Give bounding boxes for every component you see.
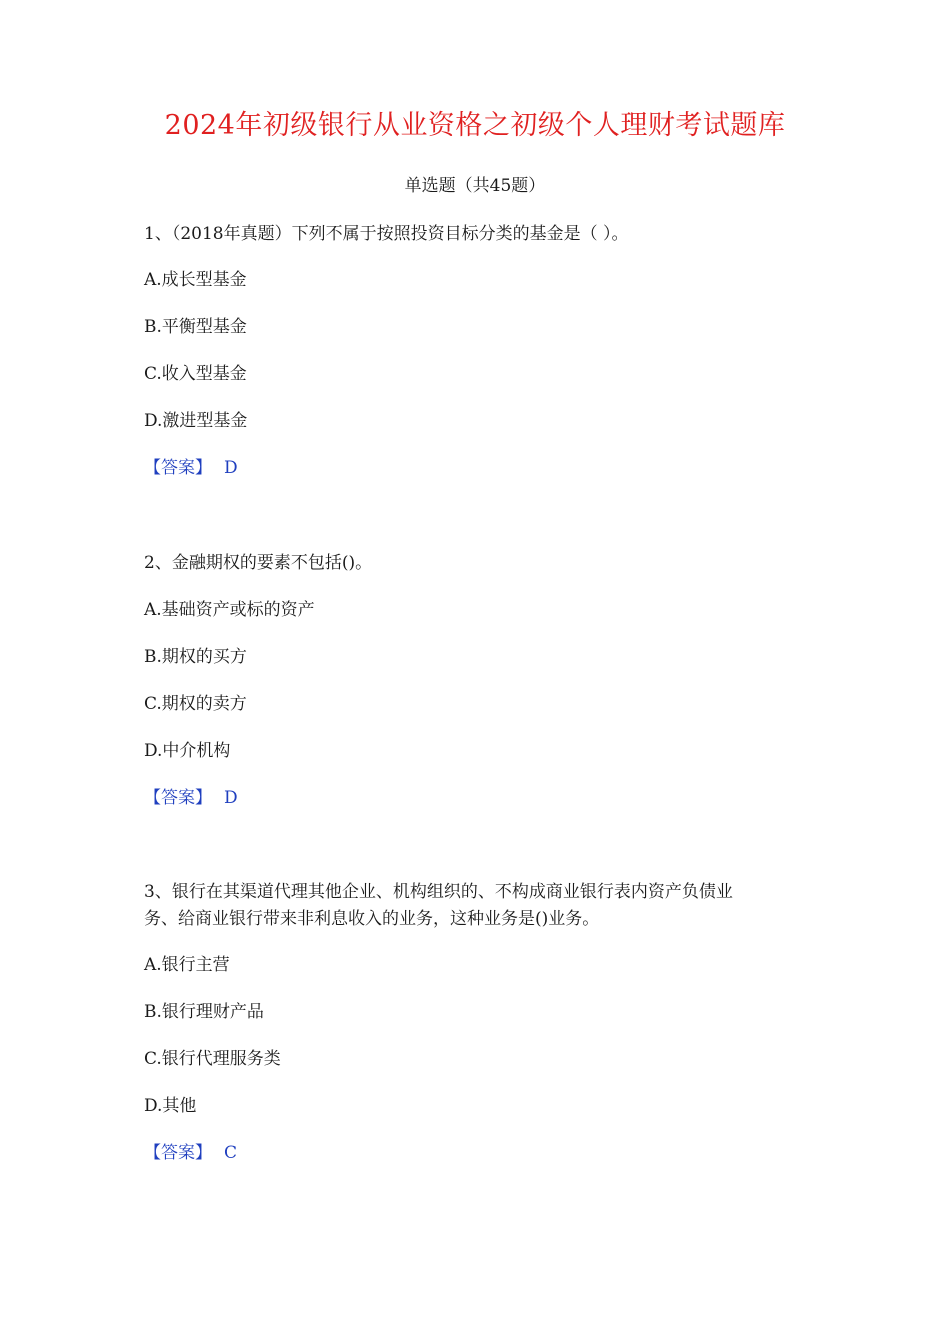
question-1-option-c: C.收入型基金 <box>144 364 247 384</box>
question-1-answer <box>144 455 824 482</box>
question-2-option-b: B.期权的买方 <box>144 647 247 667</box>
section-heading: 单选题（共45题） <box>404 176 546 196</box>
document-title: 2024年初级银行从业资格之初级个人理财考试题库 <box>164 110 786 141</box>
question-1-option-d: D.激进型基金 <box>144 411 248 431</box>
question-3-option-c: C.银行代理服务类 <box>144 1049 281 1069</box>
answer-value: D <box>224 458 238 478</box>
question-2-answer <box>144 785 824 812</box>
question-3-option-d: D.其他 <box>144 1096 197 1116</box>
question-2-option-d: D.中介机构 <box>144 741 231 761</box>
question-3-stem-line-2: 务、给商业银行带来非利息收入的业务，这种业务是()业务。 <box>144 909 600 929</box>
question-2-option-a: A.基础资产或标的资产 <box>144 600 315 620</box>
answer-value: C <box>224 1143 238 1163</box>
answer-label: 【答案】 <box>144 1143 212 1163</box>
question-3-answer <box>144 1140 824 1167</box>
question-1-stem: 1、（2018年真题）下列不属于按照投资目标分类的基金是（ ）。 <box>144 224 629 244</box>
question-3-stem-line-1: 3、银行在其渠道代理其他企业、机构组织的、不构成商业银行表内资产负债业 <box>144 882 733 902</box>
question-3-option-b: B.银行理财产品 <box>144 1002 264 1022</box>
answer-label: 【答案】 <box>144 458 212 478</box>
question-2-option-c: C.期权的卖方 <box>144 694 247 714</box>
answer-label: 【答案】 <box>144 788 212 808</box>
question-3-option-a: A.银行主营 <box>144 955 230 975</box>
answer-value: D <box>224 788 238 808</box>
question-2-stem: 2、金融期权的要素不包括()。 <box>144 553 373 573</box>
question-1-option-a: A.成长型基金 <box>144 270 247 290</box>
question-1-option-b: B.平衡型基金 <box>144 317 247 337</box>
